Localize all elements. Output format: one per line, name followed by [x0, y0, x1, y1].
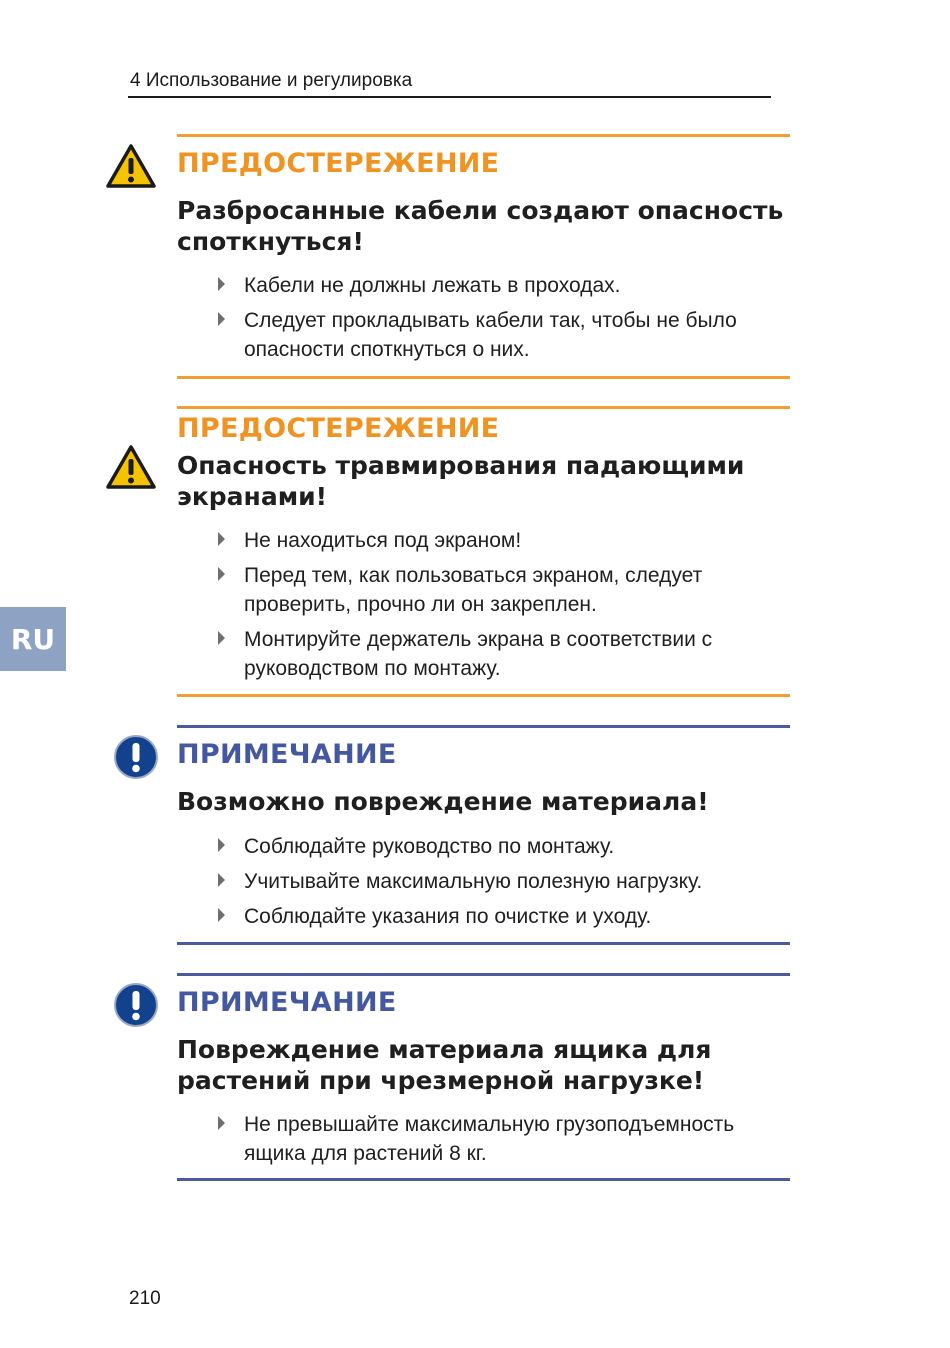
warning-2-headline: Опасность травмирования падающими экранами!	[177, 451, 745, 511]
bullet-arrow-icon	[218, 277, 225, 291]
notice-3-bottom-rule	[177, 942, 790, 945]
warning-1-headline: Разбросанные кабели создают опасность споткнуться!	[177, 196, 784, 256]
warning-1-bottom-rule	[177, 376, 790, 379]
notice-3-top-rule	[177, 725, 790, 728]
list-item: Не находиться под экраном!	[216, 526, 796, 555]
bullet-arrow-icon	[218, 908, 225, 922]
warning-1-bullet-list	[216, 271, 796, 370]
page-number: 210	[129, 1288, 161, 1309]
exclamation-circle-icon	[113, 982, 159, 1028]
bullet-arrow-icon	[218, 532, 225, 546]
warning-1-top-rule	[177, 134, 790, 137]
warning-2-bottom-rule	[177, 694, 790, 697]
notice-4-bullet-list	[216, 1110, 796, 1174]
bullet-arrow-icon	[218, 1116, 225, 1130]
notice-4-bottom-rule	[177, 1178, 790, 1181]
notice-3-signal-word: ПРИМЕЧАНИЕ	[177, 739, 397, 770]
notice-4-top-rule	[177, 973, 790, 976]
language-tab: RU	[0, 607, 66, 671]
exclamation-circle-icon	[113, 734, 159, 780]
notice-4-headline: Повреждение материала ящика для растений при чрезмерной нагрузке!	[177, 1035, 712, 1095]
list-item: Перед тем, как пользоваться экраном, следует проверить, прочно ли он закреплен.	[216, 561, 796, 619]
bullet-arrow-icon	[218, 838, 225, 852]
list-item: Учитывайте максимальную полезную нагрузку.	[216, 867, 796, 896]
header-divider	[128, 96, 771, 98]
bullet-arrow-icon	[218, 631, 225, 645]
warning-2-bullet-list	[216, 526, 796, 689]
bullet-arrow-icon	[218, 567, 225, 581]
warning-triangle-icon	[105, 143, 157, 189]
notice-4-signal-word: ПРИМЕЧАНИЕ	[177, 987, 397, 1018]
bullet-arrow-icon	[218, 312, 225, 326]
list-item: Монтируйте держатель экрана в соответствии с руководством по монтажу.	[216, 625, 796, 683]
list-item: Соблюдайте руководство по монтажу.	[216, 832, 796, 861]
list-item: Соблюдайте указания по очистке и уходу.	[216, 902, 796, 931]
bullet-arrow-icon	[218, 873, 225, 887]
warning-triangle-icon	[105, 444, 157, 490]
notice-3-headline: Возможно повреждение материала!	[177, 787, 709, 816]
warning-2-top-rule	[177, 406, 790, 409]
list-item: Не превышайте максимальную грузоподъемность ящика для растений 8 кг.	[216, 1110, 796, 1168]
notice-3-bullet-list	[216, 832, 796, 937]
warning-1-signal-word: ПРЕДОСТЕРЕЖЕНИЕ	[177, 148, 500, 179]
running-header: 4 Использование и регулировка	[130, 70, 413, 91]
warning-2-signal-word: ПРЕДОСТЕРЕЖЕНИЕ	[177, 413, 500, 444]
list-item: Следует прокладывать кабели так, чтобы не было опасности споткнуться о них.	[216, 306, 796, 364]
list-item: Кабели не должны лежать в проходах.	[216, 271, 796, 300]
